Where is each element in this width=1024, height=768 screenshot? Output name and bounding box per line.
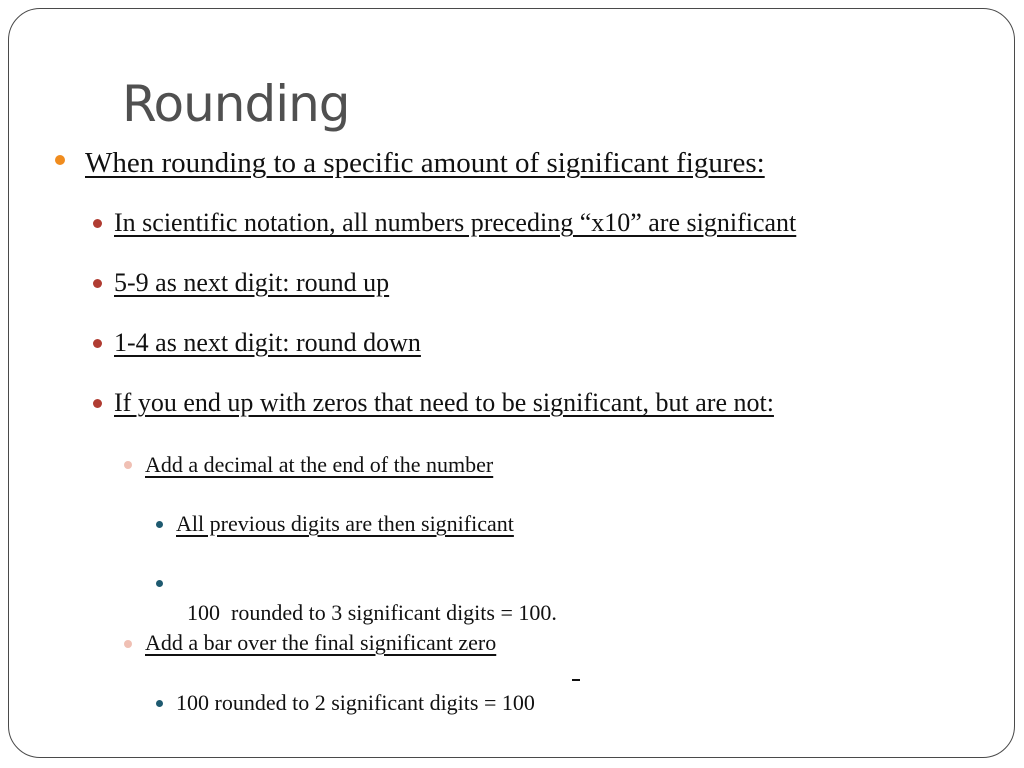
- bullet-dot: [156, 521, 163, 528]
- bullet-text: 100 rounded to 2 significant digits = 100: [176, 690, 535, 715]
- bullet-item: [145, 450, 493, 480]
- bullet-text: 1-4 as next digit: round down: [114, 328, 421, 357]
- bullet-dot: [156, 700, 163, 707]
- bullet-item: [145, 628, 496, 658]
- bullet-item: [176, 509, 514, 539]
- bullet-dot: [55, 155, 65, 165]
- bullet-item: [176, 568, 557, 628]
- bullet-text: In scientific notation, all numbers preceding “x10” are significant: [114, 208, 797, 237]
- bullet-item: [114, 325, 421, 361]
- bullet-item: [114, 205, 796, 241]
- bullet-dot: [93, 399, 102, 408]
- bullet-dot: [93, 339, 102, 348]
- bullet-dot: [93, 279, 102, 288]
- bullet-text: If you end up with zeros that need to be significant, but are not:: [114, 388, 774, 417]
- bullet-text: All previous digits are then significant: [176, 511, 514, 536]
- bullet-text: Add a bar over the final significant zero: [145, 630, 497, 655]
- bullet-text: When rounding to a specific amount of significant figures:: [85, 147, 765, 179]
- bullet-text: Add a decimal at the end of the number: [145, 452, 494, 477]
- bullet-item: [114, 385, 774, 421]
- bullet-text: 5-9 as next digit: round up: [114, 268, 390, 297]
- slide-title: Rounding: [122, 75, 350, 133]
- bullet-item: [176, 688, 535, 718]
- significant-zero-bar: [572, 679, 580, 681]
- bullet-dot: [156, 580, 163, 587]
- bullet-dot: [93, 219, 102, 228]
- bullet-item: [114, 265, 389, 301]
- bullet-dot: [124, 461, 132, 469]
- bullet-text: 100 rounded to 3 significant digits = 100.: [187, 600, 557, 625]
- bullet-item: [85, 143, 765, 183]
- bullet-dot: [124, 640, 132, 648]
